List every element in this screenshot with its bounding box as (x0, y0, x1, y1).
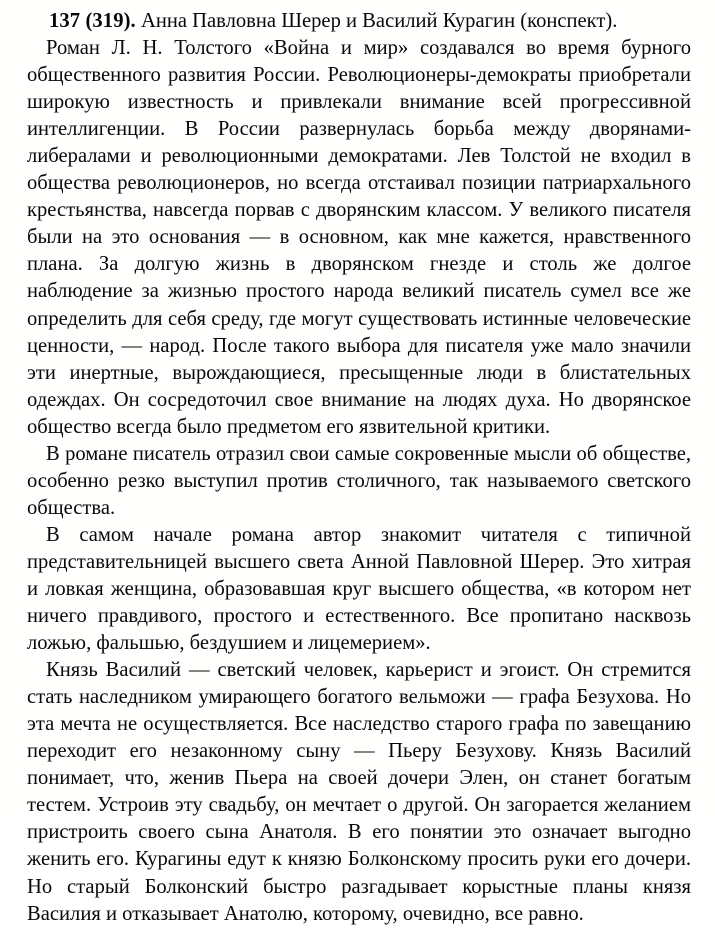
body-paragraph-4: Князь Василий — светский человек, карьерист и эгоист. Он стремится стать наследником умирающего богатого вельможи — графа Безухова. Но эта мечта не осуществляется. Все наследство старого графа по завещанию переходит его незаконному сыну — Пьеру Безухову. Князь Василий понимает, что, женив Пьера на своей дочери Элен, он станет богатым тестем. Устроив эту свадьбу, он мечтает о другой. Он загорается желанием пристроить своего сына Анатоля. В его понятии это означает выгодно женить его. Курагины едут к князю Болконскому просить руки его дочери. Но старый Болконский быстро разгадывает корыстные планы князя Василия и отказывает Анатолю, которому, очевидно, все равно. (27, 659, 691, 925)
body-paragraph-2: В романе писатель отразил свои самые сокровенные мысли об обществе, особенно резко выступил против столичного, так называемого светского общества. (27, 442, 691, 519)
exercise-number: 137 (319). (49, 10, 136, 32)
exercise-heading (27, 8, 691, 35)
body-paragraph-3: В самом начале романа автор знакомит читателя с типичной представительницей высшего света Анной Павловной Шерер. Это хитрая и ловкая женщина, образовавшая круг высшего общества, «в котором нет ничего правдивого, простого и естественного. Все пропитано насквозь ложью, фальшью, бездушием и лицемерием». (27, 523, 691, 655)
text-column (27, 0, 691, 928)
body-paragraph-1: Роман Л. Н. Толстого «Война и мир» создавался во время бурного общественного развития России. Революционеры-демократы приобретали широкую известность и привлекали внимание всей прогрессивной интеллигенции. В России развернулась борьба между дворянами-либералами и революционными демократами. Лев Толстой не входил в общества революционеров, но всегда отстаивал позиции патриархального крестьянства, навсегда порвав с дворянским классом. У великого писателя были на это основания — в основном, как мне кажется, нравственного плана. За долгую жизнь в дворянском гнезде и столь же долгое наблюдение за жизнью простого народа великий писатель сумел все же определить для себя среду, где могут существовать истинные человеческие ценности, — народ. После такого выбора для писателя уже мало значили эти инертные, вырождающиеся, пресыщенные люди в блистательных одеждах. Он сосредоточил свое внимание на людях духа. Но дворянское общество всегда было предметом его язвительной критики. (27, 37, 691, 438)
exercise-title: Анна Павловна Шерер и Василий Курагин (конспект). (135, 10, 618, 32)
